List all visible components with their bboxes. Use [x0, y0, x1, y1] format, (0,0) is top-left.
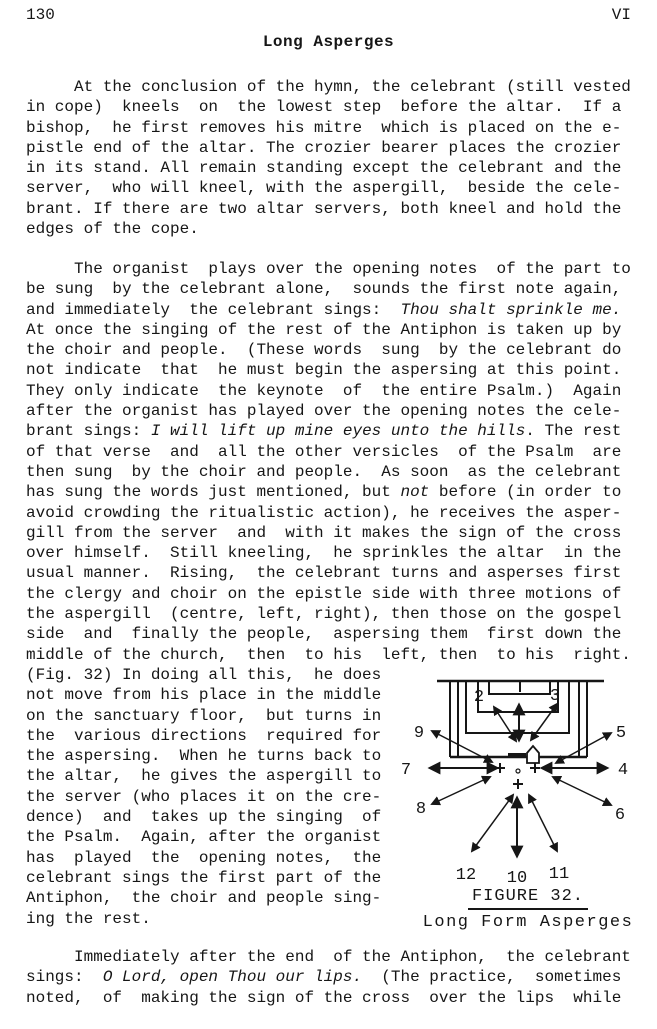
figure-label-10: 10: [506, 869, 528, 884]
text-line: the altar, he gives the aspergill to: [26, 767, 382, 786]
text-line: sings: O Lord, open Thou our lips. (The practice, sometimes: [26, 968, 622, 987]
text-line: Antiphon, the choir and people sing-: [26, 889, 382, 908]
figure-title-row: [398, 887, 657, 906]
figure-label-3: 3: [549, 687, 561, 706]
text-line: usual manner. Rising, the celebrant turns and asperses first: [26, 564, 622, 583]
text-line: At once the singing of the rest of the Antiphon is taken up by: [26, 320, 622, 339]
figure-caption: Long Form Asperges: [422, 913, 634, 932]
sanctuary-plan: [437, 681, 604, 789]
figure-label-5: 5: [615, 724, 627, 743]
arrow-11: [529, 795, 557, 851]
text-line: in its stand. All remain standing except the celebrant and the: [26, 159, 622, 178]
text-line: after the organist has played over the opening notes the cele-: [26, 402, 622, 421]
text-line: Immediately after the end of the Antiphon, the celebrant: [26, 948, 631, 966]
text-line: gill from the server and with it makes the sign of the cross: [26, 523, 622, 542]
text-line: not move from his place in the middle: [26, 686, 382, 705]
figure-label-7: 7: [400, 761, 412, 780]
text-line: the Psalm. Again, after the organist: [26, 828, 382, 847]
server-cross-right: [530, 763, 540, 773]
text-line: middle of the church, then to his left, then to his right.: [26, 645, 631, 664]
arrow-number-labels: [401, 687, 628, 884]
text-line: the aspersing. When he turns back to: [26, 747, 382, 766]
text-line: (Fig. 32) In doing all this, he does: [26, 665, 382, 684]
text-line: of that verse and all the other versicles of the Psalm are: [26, 442, 622, 461]
text-line: server, who will kneel, with the aspergill, beside the cele-: [26, 179, 622, 198]
figure-label-8: 8: [415, 800, 427, 819]
text-line: pistle end of the altar. The crozier bearer places the crozier: [26, 138, 622, 157]
text-line: celebrant sings the first part of the: [26, 868, 382, 887]
arrow-3: [531, 704, 557, 740]
text-line: on the sanctuary floor, but turns in: [26, 706, 382, 725]
text-line: edges of the cope.: [26, 220, 199, 239]
asperges-direction-diagram: [398, 670, 657, 884]
figure-label-2: 2: [473, 688, 485, 707]
arrow-6: [553, 777, 611, 805]
text-line: then sung by the choir and people. As soon as the celebrant: [26, 462, 622, 481]
text-line: noted, of making the sign of the cross over the lips while: [26, 988, 622, 1007]
text-line: brant sings: I will lift up mine eyes unto the hills. The rest: [26, 422, 622, 441]
text-line: At the conclusion of the hymn, the celebrant (still vested: [26, 78, 631, 96]
text-line: They only indicate the keynote of the entire Psalm.) Again: [26, 381, 622, 400]
text-line: the choir and people. (These words sung by the celebrant do: [26, 341, 622, 360]
arrow-8: [432, 777, 490, 804]
text-line: the clergy and choir on the epistle side with three motions of: [26, 584, 622, 603]
text-line: dence) and takes up the singing of: [26, 808, 382, 827]
text-line: over himself. Still kneeling, he sprinkles the altar in the: [26, 544, 622, 563]
server-cross-bottom: [513, 779, 523, 789]
page-title: Long Asperges: [262, 33, 395, 51]
text-line: and immediately the celebrant sings: Thou shalt sprinkle me.: [26, 300, 622, 319]
text-line: side and finally the people, aspersing them first down the: [26, 625, 622, 644]
chapter-numeral: VI: [611, 6, 631, 24]
text-line: bishop, he first removes his mitre which is placed on the e-: [26, 118, 622, 137]
text-line: in cope) kneels on the lowest step before the altar. If a: [26, 98, 622, 117]
figure-label-6: 6: [614, 806, 626, 825]
figure-label-12: 12: [455, 866, 477, 884]
text-line: avoid crowding the ritualistic action), he receives the asper-: [26, 503, 622, 522]
text-line: not indicate that he must begin the aspersing at this point.: [26, 361, 622, 380]
center-point: [516, 769, 520, 773]
text-line: the various directions required for: [26, 726, 382, 745]
text-line: the aspergill (centre, left, right), then those on the gospel: [26, 605, 622, 624]
celebrant-marker: [527, 746, 539, 763]
text-line: the server (who places it on the cre-: [26, 787, 382, 806]
paragraph-1: [26, 77, 631, 239]
arrow-12: [472, 795, 513, 851]
paragraph-3: [26, 947, 631, 1008]
arrow-5: [556, 733, 611, 763]
text-line: ing the rest.: [26, 909, 151, 928]
text-line: has played the opening notes, the: [26, 848, 382, 867]
figure-label-11: 11: [548, 865, 570, 884]
figure-title: FIGURE 32.: [468, 887, 588, 910]
text-line: The organist plays over the opening notes of the part to: [26, 260, 631, 278]
text-line: be sung by the celebrant alone, sounds the first note again,: [26, 280, 622, 299]
text-line: has sung the words just mentioned, but not before (in order to: [26, 483, 622, 502]
page-number: 130: [26, 6, 55, 24]
figure-label-4: 4: [617, 761, 629, 780]
text-line: brant. If there are two altar servers, both kneel and hold the: [26, 199, 622, 218]
figure-label-9: 9: [413, 724, 425, 743]
